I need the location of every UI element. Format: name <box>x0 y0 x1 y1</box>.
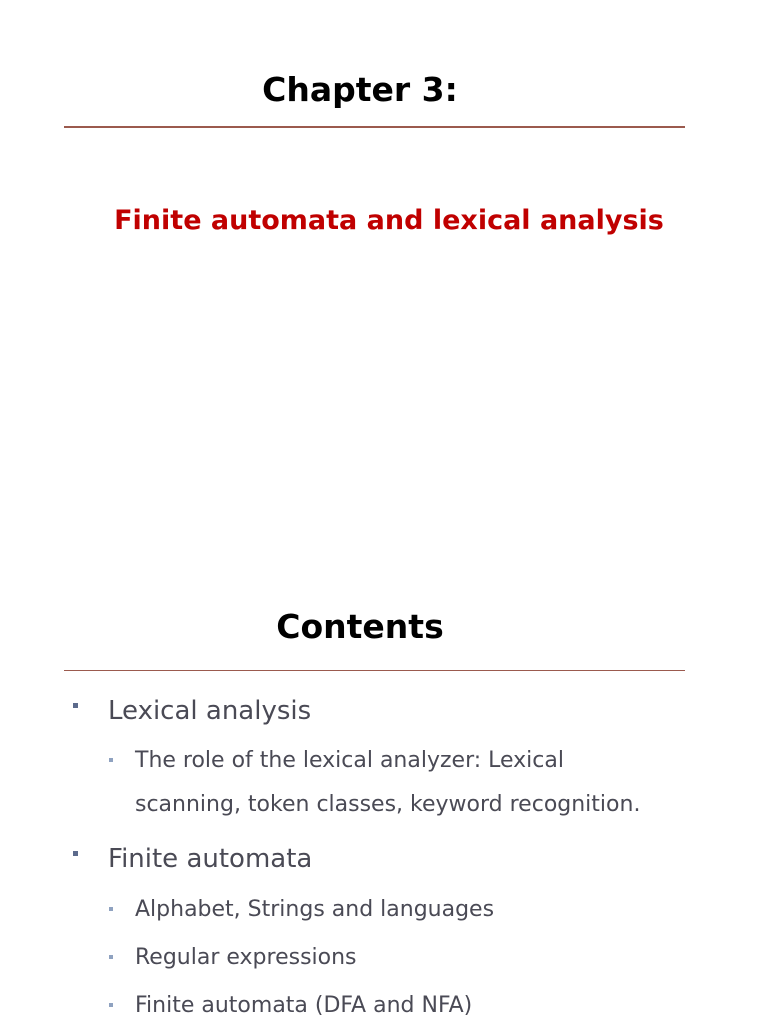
sub-item-line-1: Alphabet, Strings and languages <box>135 897 495 922</box>
sub-item-lexical-analyzer-role <box>135 739 564 783</box>
square-bullet-icon <box>109 758 113 762</box>
sub-item-line-1: The role of the lexical analyzer: Lexical <box>135 748 564 773</box>
square-bullet-icon <box>109 955 113 959</box>
sub-item-line-2: scanning, token classes, keyword recognition. <box>135 792 641 817</box>
chapter-title: Chapter 3: <box>262 70 458 109</box>
contents-title: Contents <box>276 607 444 646</box>
square-bullet-icon <box>73 703 78 708</box>
square-bullet-icon <box>109 1003 113 1007</box>
list-item-lexical-analysis <box>108 695 311 727</box>
sub-item-lexical-analyzer-role-continued <box>135 783 640 827</box>
sub-item-line-1: Finite automata (DFA and NFA) <box>135 993 473 1018</box>
title-divider <box>64 126 685 128</box>
sub-item-regular-expressions <box>135 936 357 980</box>
list-item-label: Lexical analysis <box>108 696 312 726</box>
list-item-label: Finite automata <box>108 844 313 874</box>
square-bullet-icon <box>73 851 78 856</box>
chapter-subtitle: Finite automata and lexical analysis <box>114 205 664 236</box>
sub-item-alphabet-strings-languages <box>135 888 494 932</box>
list-item-finite-automata <box>108 843 312 875</box>
sub-item-line-1: Regular expressions <box>135 945 357 970</box>
square-bullet-icon <box>109 907 113 911</box>
contents-divider <box>64 670 685 671</box>
sub-item-finite-automata-dfa-nfa <box>135 984 472 1028</box>
